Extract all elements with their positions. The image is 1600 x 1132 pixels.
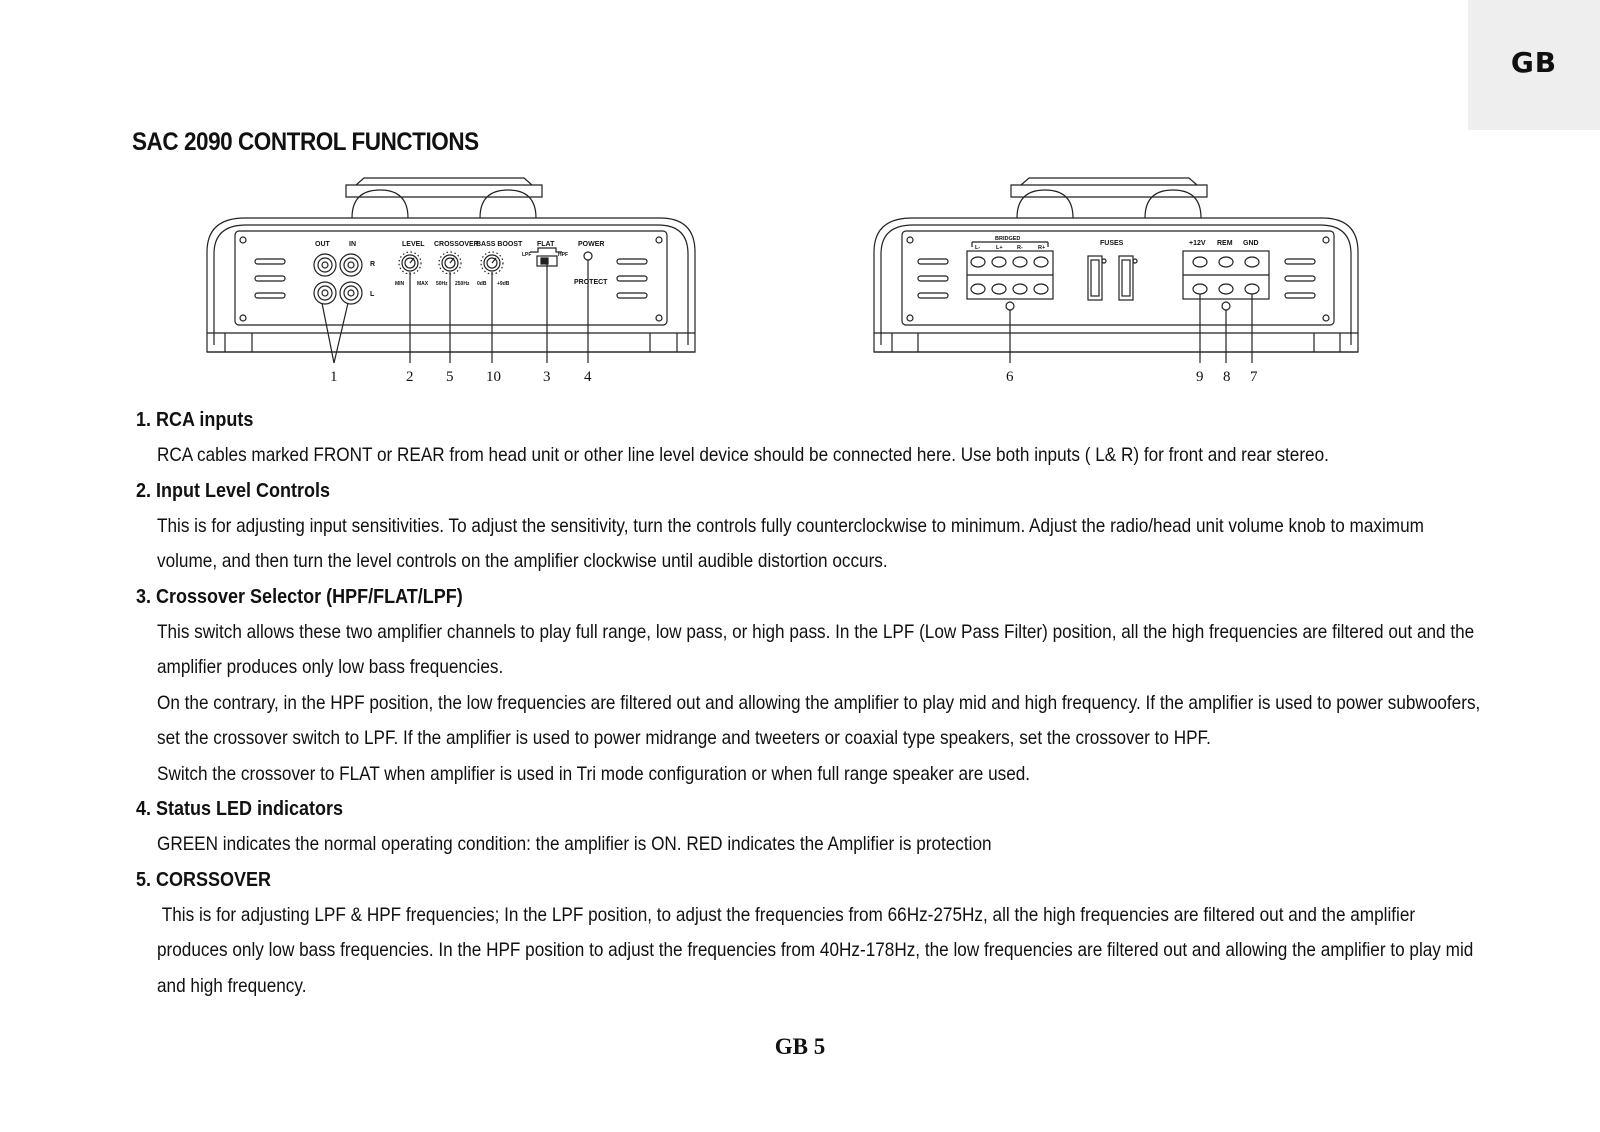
callout-10: 10 bbox=[486, 369, 501, 385]
label-0db: 0dB bbox=[477, 281, 487, 287]
label-gnd: GND bbox=[1243, 240, 1259, 247]
section-paragraph: GREEN indicates the normal operating condition: the amplifier is ON. RED indicates the Amplifier is protection bbox=[157, 833, 992, 855]
label-9db: +9dB bbox=[497, 281, 510, 287]
label-level: LEVEL bbox=[402, 241, 425, 248]
label-250hz: 250Hz bbox=[455, 281, 470, 287]
callout-1: 1 bbox=[330, 369, 338, 385]
callout-7: 7 bbox=[1250, 369, 1258, 385]
label-bridged: BRIDGED bbox=[995, 236, 1021, 242]
label-bass-boost: BASS BOOST bbox=[476, 241, 523, 248]
label-rem: REM bbox=[1217, 240, 1233, 247]
fuse-holders bbox=[1088, 256, 1137, 300]
label-power: POWER bbox=[578, 241, 605, 248]
label-fuses: FUSES bbox=[1100, 240, 1124, 247]
label-l-minus: L- bbox=[975, 245, 981, 251]
section-rca-inputs bbox=[136, 403, 1476, 474]
label-r-plus: R+ bbox=[1038, 245, 1046, 251]
label-in: IN bbox=[349, 241, 356, 248]
label-l: L bbox=[370, 291, 375, 298]
speaker-terminal-block bbox=[967, 242, 1053, 310]
section-paragraph: Switch the crossover to FLAT when amplifier is used in Tri mode configuration or when full range speaker are used. bbox=[157, 762, 1031, 785]
rca-jacks bbox=[314, 254, 362, 304]
callout-8: 8 bbox=[1223, 369, 1231, 385]
callout-6: 6 bbox=[1006, 369, 1014, 385]
rear-panel-diagram bbox=[874, 178, 1358, 385]
label-min: MIN bbox=[395, 281, 405, 287]
label-out: OUT bbox=[315, 241, 330, 248]
section-crossover-selector bbox=[136, 580, 1481, 793]
section-heading: 1. RCA inputs bbox=[136, 409, 254, 431]
label-crossover: CROSSOVER bbox=[434, 241, 479, 248]
callout-5: 5 bbox=[446, 369, 454, 385]
page-number: GB 5 bbox=[774, 1034, 826, 1059]
label-max: MAX bbox=[417, 281, 429, 287]
power-terminal-block bbox=[1183, 251, 1269, 310]
language-tab-label: GB bbox=[1510, 46, 1558, 79]
section-paragraph: On the contrary, in the HPF position, the low frequencies are filtered out and allowing the amplifier to play mid and high frequency. If the amplifier is used to power subwoofers, set the crossover switch to LPF. If the amplifier is used to power midrange and tweeters or coaxial type speakers, set the crossover to HPF. bbox=[157, 691, 1481, 749]
callout-4: 4 bbox=[584, 369, 592, 385]
power-led bbox=[584, 252, 592, 260]
amplifier-diagram bbox=[0, 0, 1600, 400]
label-r: R bbox=[370, 261, 376, 268]
bass-boost-knob bbox=[481, 252, 503, 274]
section-paragraph: This is for adjusting input sensitivities. To adjust the sensitivity, turn the controls fully counterclockwise to minimum. Adjust the radio/head unit volume knob to maximum volume, and then turn the level controls on the amplifier clockwise until audible distortion occurs. bbox=[157, 514, 1424, 572]
callout-2: 2 bbox=[406, 369, 414, 385]
label-l-plus: L+ bbox=[996, 245, 1003, 251]
section-crossover bbox=[136, 863, 1479, 1005]
label-lpf: LPF bbox=[522, 252, 532, 258]
callout-3: 3 bbox=[543, 369, 551, 385]
crossover-knob bbox=[439, 252, 461, 274]
section-paragraph: RCA cables marked FRONT or REAR from head unit or other line level device should be connected here. Use both inputs ( L& R) for front and rear stereo. bbox=[157, 444, 1329, 466]
label-50hz: 50Hz bbox=[436, 281, 448, 287]
label-flat: FLAT bbox=[537, 241, 555, 248]
front-panel-diagram bbox=[207, 178, 695, 385]
section-paragraph: This switch allows these two amplifier channels to play full range, low pass, or high pass. In the LPF (Low Pass Filter) position, all the high frequencies are filtered out and the amplifier produces only low bass frequencies. bbox=[157, 620, 1475, 678]
control-functions-list bbox=[136, 403, 1481, 1004]
label-12v: +12V bbox=[1189, 240, 1206, 247]
label-hpf: HPF bbox=[558, 252, 568, 258]
callout-9: 9 bbox=[1196, 369, 1204, 385]
section-status-led bbox=[136, 792, 1476, 863]
page-title: SAC 2090 CONTROL FUNCTIONS bbox=[132, 128, 479, 156]
section-input-level-controls bbox=[136, 474, 1476, 580]
section-paragraph: This is for adjusting LPF & HPF frequencies; In the LPF position, to adjust the frequencies from 66Hz-275Hz, all the high frequencies are filtered out and the amplifier produces only low bass frequencies. In the HPF position to adjust the frequencies from 40Hz-178Hz, the low frequencies are filtered out and allowing the amplifier to play mid and high frequency. bbox=[157, 903, 1479, 997]
section-heading: 5. CORSSOVER bbox=[136, 868, 272, 891]
label-protect: PROTECT bbox=[574, 279, 608, 286]
label-r-minus: R- bbox=[1017, 245, 1023, 251]
section-heading: 4. Status LED indicators bbox=[136, 798, 344, 820]
level-knob bbox=[399, 252, 421, 274]
section-heading: 3. Crossover Selector (HPF/FLAT/LPF) bbox=[136, 585, 463, 608]
section-heading: 2. Input Level Controls bbox=[136, 479, 331, 502]
